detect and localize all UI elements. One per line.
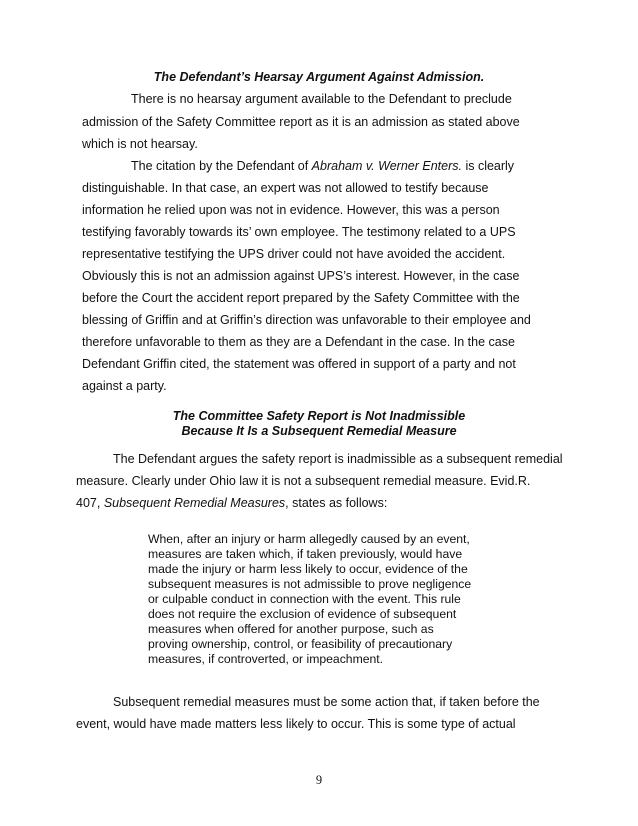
- section-heading-remedial-line2: Because It Is a Subsequent Remedial Measure: [181, 424, 457, 438]
- quote-line: or culpable conduct in connection with the event. This rule: [148, 592, 461, 606]
- quote-line: proving ownership, control, or feasibility of precautionary: [148, 637, 453, 651]
- paragraph-line: before the Court the accident report prepared by the Safety Committee with the: [82, 291, 520, 305]
- quote-line: subsequent measures is not admissible to prove negligence: [148, 577, 472, 591]
- quote-line: measures when offered for another purpose, such as: [148, 622, 434, 636]
- paragraph-line: information he relied upon was not in evidence. However, this was a person: [82, 203, 500, 217]
- paragraph-line: admission of the Safety Committee report as it is an admission as stated above: [82, 115, 520, 129]
- text-run: The citation by the Defendant of: [131, 159, 312, 173]
- paragraph-line: against a party.: [82, 379, 167, 393]
- paragraph-line: [76, 496, 387, 511]
- paragraph-line: There is no hearsay argument available to the Defendant to preclude: [131, 92, 512, 106]
- paragraph-line: representative testifying the UPS driver could not have avoided the accident.: [82, 247, 506, 261]
- quote-line: made the injury or harm less likely to occur, evidence of the: [148, 562, 468, 576]
- page-number: 9: [315, 773, 323, 787]
- text-run: is clearly: [461, 159, 515, 173]
- text-run: 407,: [76, 496, 104, 510]
- paragraph-line: measure. Clearly under Ohio law it is not a subsequent remedial measure. Evid.R.: [76, 474, 531, 488]
- paragraph-line: distinguishable. In that case, an expert was not allowed to testify because: [82, 181, 489, 195]
- rule-title: Subsequent Remedial Measures: [103, 496, 286, 510]
- paragraph-line: event, would have made matters less likely to occur. This is some type of actual: [76, 717, 516, 731]
- case-citation: Abraham v. Werner Enters.: [311, 159, 462, 173]
- paragraph-line: [131, 159, 514, 174]
- paragraph-line: Defendant Griffin cited, the statement was offered in support of a party and not: [82, 357, 516, 371]
- paragraph-line: testifying favorably towards its’ own employee. The testimony related to a UPS: [82, 225, 516, 239]
- paragraph-line: blessing of Griffin and at Griffin’s direction was unfavorable to their employee and: [82, 313, 531, 327]
- quote-line: When, after an injury or harm allegedly caused by an event,: [148, 532, 470, 546]
- text-run: , states as follows:: [285, 496, 388, 510]
- quote-line: measures, if controverted, or impeachment.: [148, 652, 384, 666]
- paragraph-line: therefore unfavorable to them as they are a Defendant in the case. In the case: [82, 335, 515, 349]
- quote-line: does not require the exclusion of evidence of subsequent: [148, 607, 457, 621]
- paragraph-line: The Defendant argues the safety report is inadmissible as a subsequent remedial: [113, 452, 563, 466]
- paragraph-line: which is not hearsay.: [82, 137, 198, 151]
- paragraph-line: Obviously this is not an admission against UPS’s interest. However, in the case: [82, 269, 520, 283]
- quote-line: measures are taken which, if taken previously, would have: [148, 547, 463, 561]
- paragraph-line: Subsequent remedial measures must be some action that, if taken before the: [113, 695, 540, 709]
- section-heading-remedial-line1: The Committee Safety Report is Not Inadmissible: [172, 409, 466, 423]
- section-heading-hearsay: The Defendant’s Hearsay Argument Against Admission.: [153, 70, 485, 84]
